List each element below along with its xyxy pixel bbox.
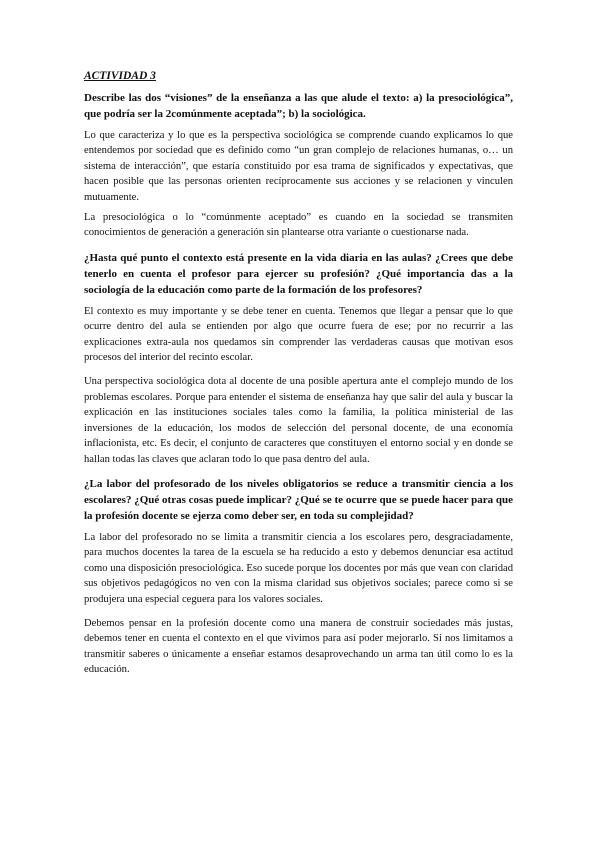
- answer-1-paragraph-2: La presociológica o lo “comúnmente aceptado” es cuando en la sociedad se transmiten conocimientos de generación a generación sin plantearse otra variante o cuestionarse nada.: [84, 212, 513, 239]
- question-3: ¿La labor del profesorado de los niveles obligatorios se reduce a transmitir ciencia a los escolares? ¿Qué otras cosas puede implicar? ¿Qué se te ocurre que se puede hacer para que la profesión docente se ejerza como deber ser, en toda su complejidad?: [84, 477, 513, 522]
- activity-title: ACTIVIDAD 3: [84, 70, 156, 82]
- document-content: [84, 70, 513, 685]
- question-2: ¿Hasta qué punto el contexto está presente en la vida diaria en las aulas? ¿Crees que debe tenerlo en cuenta el profesor para ejercer su profesión? ¿Qué importancia das a la sociología de la educación como parte de la formación de los profesores?: [84, 251, 513, 296]
- answer-2-paragraph-2: Una perspectiva sociológica dota al docente de una posible apertura ante el complejo mundo de los problemas escolares. Porque para entender el sistema de enseñanza hay que salir del aula y buscar la explicación en las instituciones sociales tales como la familia, la política ministerial de las inversiones de la educación, los modos de selección del personal docente, de una economía inflacionista, etc. Es decir, el conjunto de caracteres que constituyen el entorno social y en donde se hallan todas las claves que aclaran todo lo que pasa dentro del aula.: [84, 376, 513, 465]
- answer-3-paragraph-2: Debemos pensar en la profesión docente como una manera de construir sociedades más justas, debemos tener en cuenta el contexto en el que vivimos para así poder mejorarlo. Si nos limitamos a transmitir saberes o únicamente a enseñar estamos desaprovechando un arma tan útil como lo es la educación.: [84, 617, 513, 676]
- question-1: Describe las dos “visiones” de la enseñanza a las que alude el texto: a) la presociológica”, que podría ser la 2comúnmente aceptada”; b) la sociológica.: [84, 92, 513, 120]
- answer-2-paragraph-1: El contexto es muy importante y se debe tener en cuenta. Tenemos que llegar a pensar que lo que ocurre dentro del aula se entienden por algo que ocurre fuera de ese; por no recurrir a las explicaciones extra-aula nos quedamos sin comprender las verdaderas causas que motivan esos procesos del interior del recinto escolar.: [84, 305, 513, 364]
- answer-1-paragraph-1: Lo que caracteriza y lo que es la perspectiva sociológica se comprende cuando explicamos lo que entendemos por sociedad que es definido como “un gran complejo de relaciones humanas, o… un sistema de interacción”, que estaría constituido por esa trama de significados y expectativas, que hacen posible que las personas orienten recíprocamente sus acciones y se relacionen y vinculen mutuamente.: [84, 130, 513, 203]
- answer-3-paragraph-1: La labor del profesorado no se limita a transmitir ciencia a los escolares pero, desgraciadamente, para muchos docentes la tarea de la escuela se ha reducido a esto y debemos denunciar esa actitud como una disposición presociológica. Eso sucede porque los docentes por más que vean con claridad sus objetivos pedagógicos no ven con la misma claridad sus objetivos sociales; parece como si se produjera una especial ceguera para los valores sociales.: [84, 531, 513, 605]
